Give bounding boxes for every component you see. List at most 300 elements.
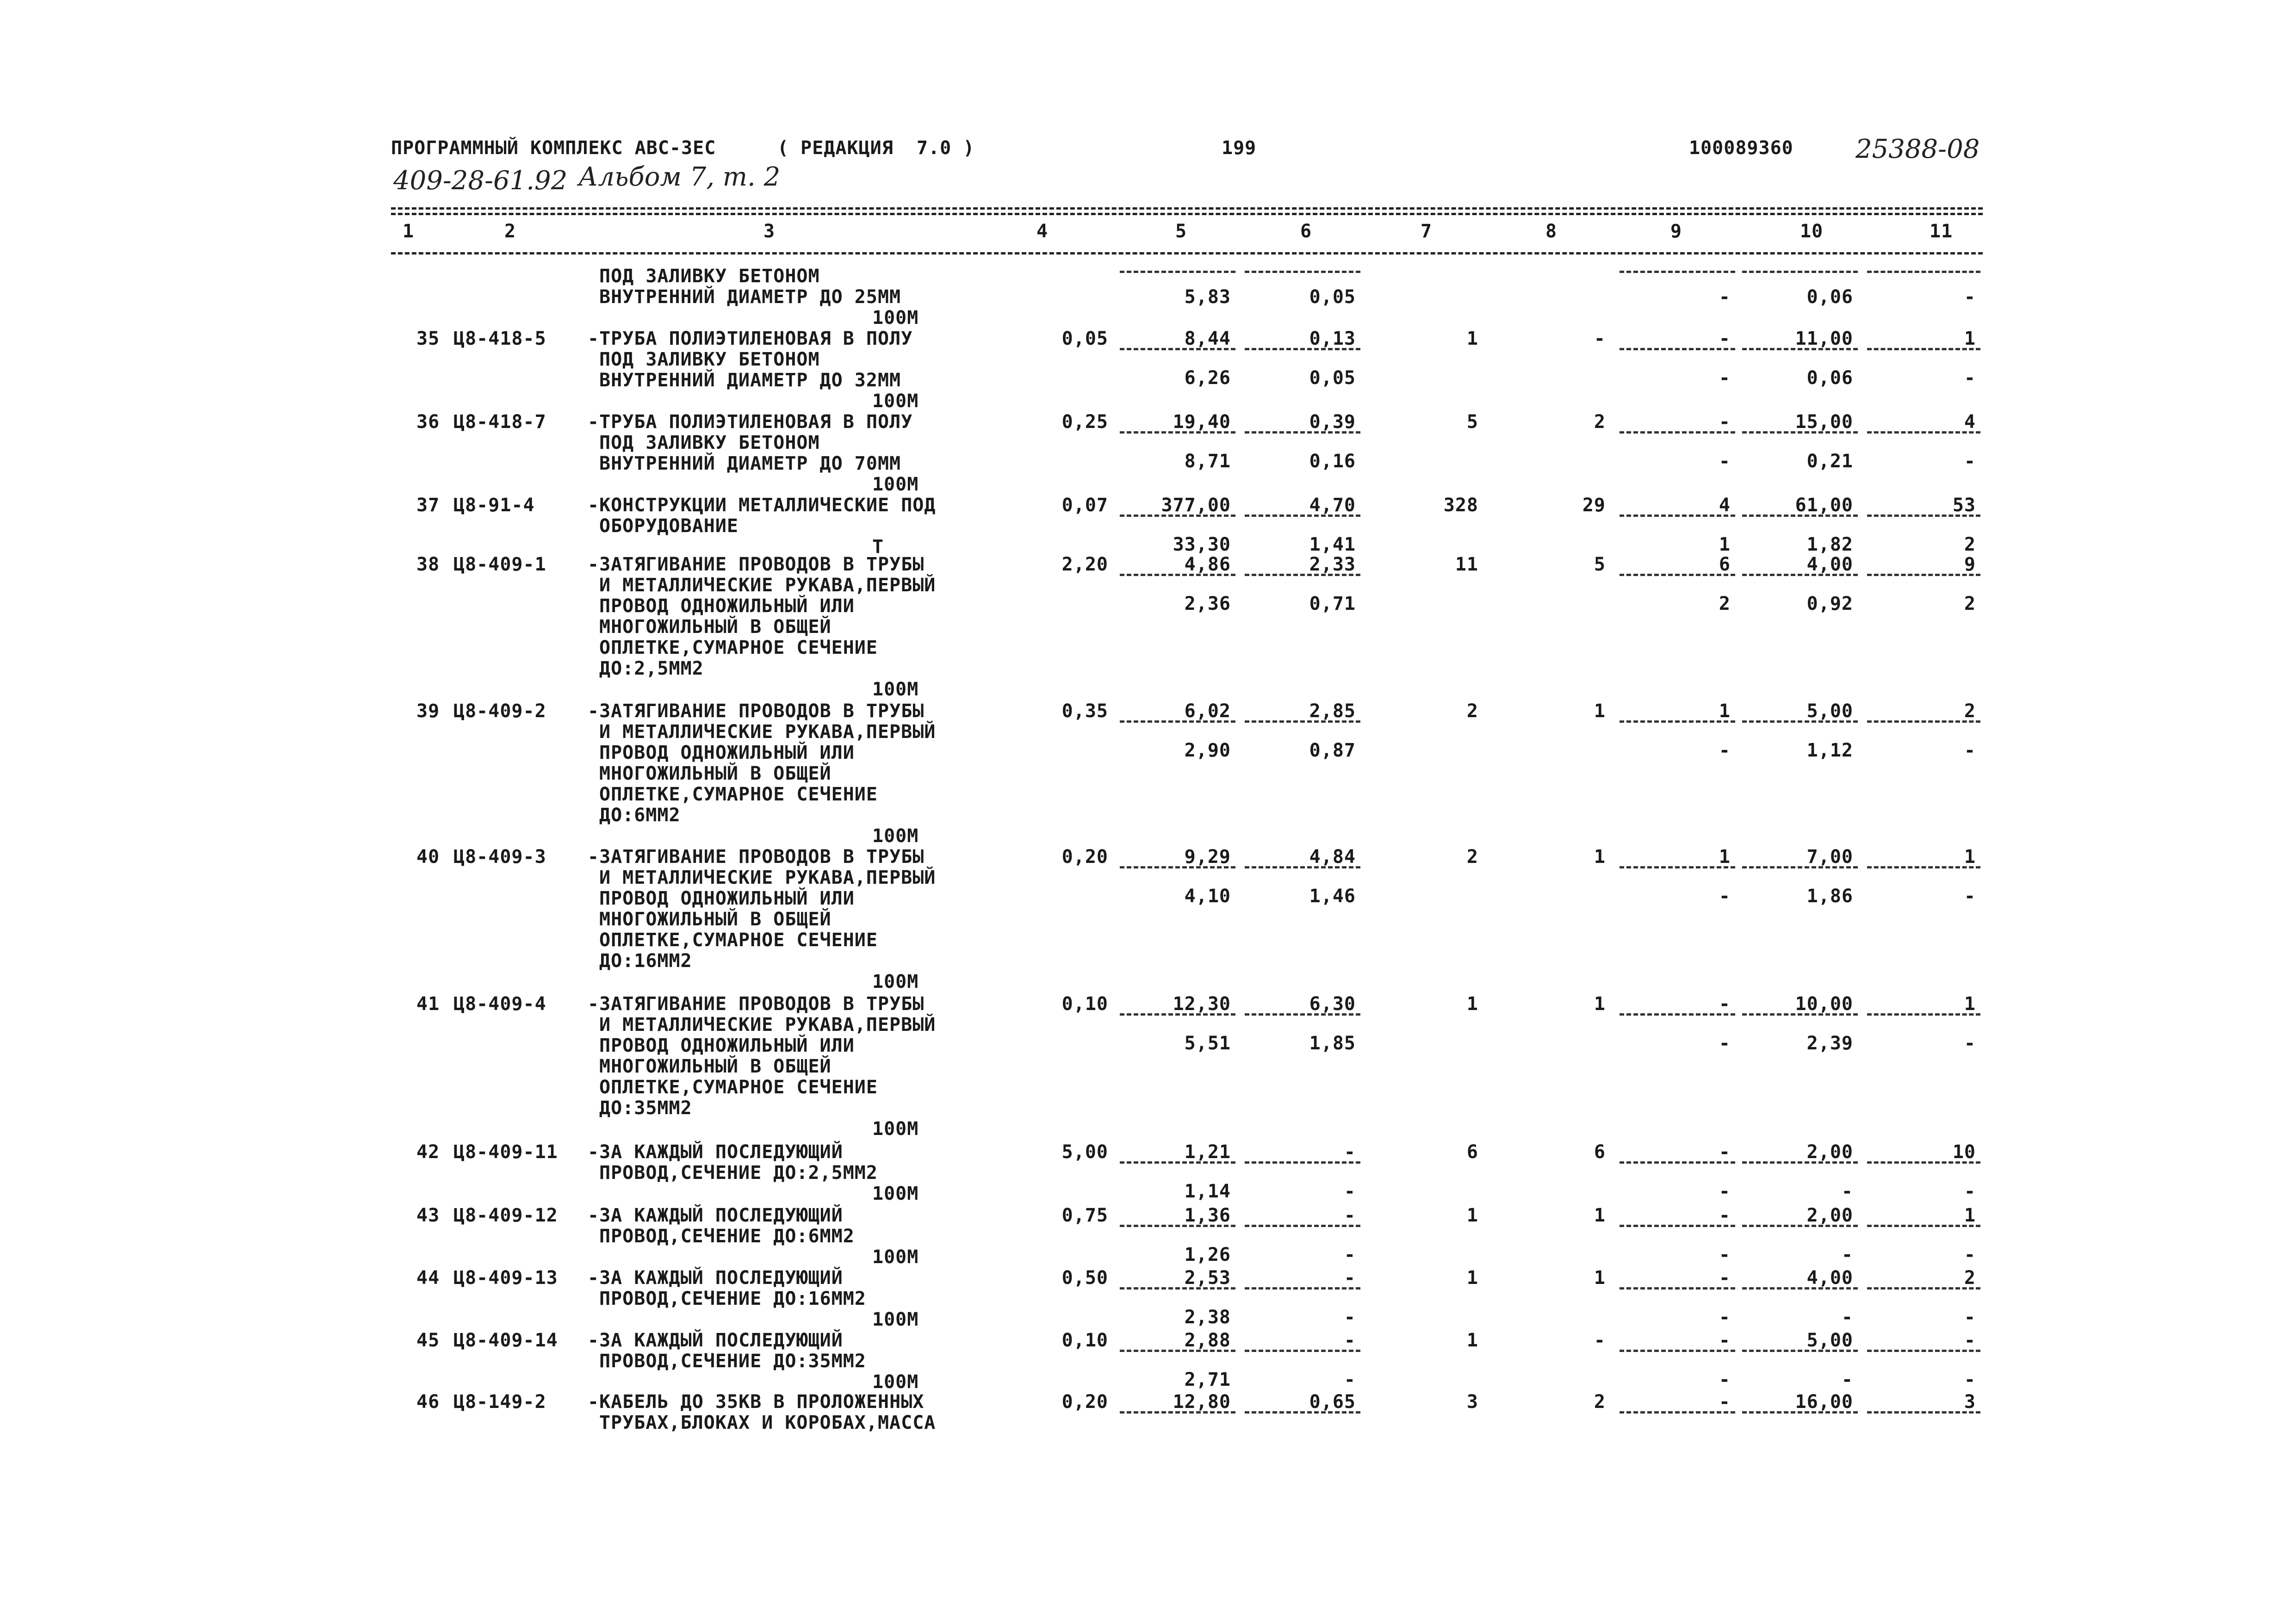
description-line: -ЗАТЯГИВАНИЕ ПРОВОДОВ В ТРУБЫ (588, 993, 925, 1015)
column-header-8: 8 (1545, 221, 1558, 242)
value-col-6: 6,30 (1309, 993, 1356, 1015)
value-underline (1120, 348, 1235, 350)
value-col-5: 2,88 (1184, 1330, 1231, 1351)
sub-value-col-6: 0,05 (1309, 367, 1356, 389)
value-underline (1120, 515, 1235, 517)
description-line: И МЕТАЛЛИЧЕСКИЕ РУКАВА,ПЕРВЫЙ (599, 1014, 936, 1035)
value-col-8: 5 (1594, 554, 1606, 575)
description-line: ПРОВОД ОДНОЖИЛЬНЫЙ ИЛИ (599, 595, 855, 617)
sub-value-col-11: 2 (1964, 534, 1976, 555)
value-col-10: 11,00 (1795, 328, 1853, 349)
value-col-8: 29 (1582, 495, 1606, 516)
sub-value-col-9: - (1719, 451, 1731, 472)
sub-value-col-11: - (1964, 286, 1976, 308)
unit-label: 100М (872, 825, 919, 847)
description-line: ПОД ЗАЛИВКУ БЕТОНОМ (599, 432, 820, 453)
value-col-4: 0,75 (1061, 1205, 1108, 1226)
unit-label: 100М (872, 307, 919, 329)
value-col-6: - (1344, 1205, 1356, 1226)
sub-value-col-6: 1,46 (1309, 886, 1356, 907)
sub-value-col-9: 2 (1719, 593, 1731, 614)
value-underline (1867, 1013, 1980, 1016)
value-col-7: 2 (1466, 846, 1478, 868)
value-col-10: 4,00 (1806, 1267, 1853, 1289)
value-col-5: 19,40 (1173, 411, 1231, 433)
value-underline (1620, 1350, 1735, 1352)
sub-value-col-6: - (1344, 1244, 1356, 1265)
sub-value-col-11: - (1964, 451, 1976, 472)
description-line: -ТРУБА ПОЛИЭТИЛЕНОВАЯ В ПОЛУ (588, 411, 913, 433)
value-underline (1245, 515, 1360, 517)
value-underline (1867, 1287, 1980, 1290)
handwritten-project-code: 409-28-61.92 (393, 166, 568, 196)
value-col-8: - (1594, 1330, 1606, 1351)
sub-value-col-5: 5,83 (1184, 286, 1231, 308)
value-underline (1120, 271, 1235, 273)
value-underline (1867, 431, 1980, 434)
sub-value-col-6: 0,71 (1309, 593, 1356, 614)
unit-label: 100М (872, 391, 919, 412)
sub-value-col-10: 1,82 (1806, 534, 1853, 555)
value-col-7: 1 (1466, 1330, 1478, 1351)
sub-value-col-11: - (1964, 1181, 1976, 1202)
value-col-7: 2 (1466, 701, 1478, 722)
description-line: -ТРУБА ПОЛИЭТИЛЕНОВАЯ В ПОЛУ (588, 328, 913, 349)
value-col-6: 2,33 (1309, 554, 1356, 575)
value-underline (1620, 720, 1735, 723)
value-col-5: 1,21 (1184, 1141, 1231, 1163)
value-underline (1867, 348, 1980, 350)
column-header-7: 7 (1421, 221, 1433, 242)
value-col-5: 1,36 (1184, 1205, 1231, 1226)
value-underline (1867, 866, 1980, 868)
value-col-8: 1 (1594, 1205, 1606, 1226)
unit-label: 100М (872, 971, 919, 992)
value-underline (1245, 348, 1360, 350)
value-col-9: - (1719, 1141, 1731, 1163)
sub-value-col-9: - (1719, 740, 1731, 761)
description-line: ПРОВОД,СЕЧЕНИЕ ДО:6ММ2 (599, 1226, 855, 1247)
value-underline (1742, 348, 1858, 350)
value-col-9: - (1719, 1205, 1731, 1226)
sub-value-col-10: 0,92 (1806, 593, 1853, 614)
sub-value-col-10: 0,21 (1806, 451, 1853, 472)
sub-value-col-11: - (1964, 367, 1976, 389)
value-underline (1245, 866, 1360, 868)
value-underline (1120, 1350, 1235, 1352)
value-col-8: 2 (1594, 411, 1606, 433)
row-number: 42 (416, 1141, 440, 1163)
column-header-3: 3 (763, 221, 776, 242)
value-col-7: 1 (1466, 993, 1478, 1015)
value-col-5: 8,44 (1184, 328, 1231, 349)
value-col-11: 1 (1964, 993, 1976, 1015)
rate-code: Ц8-409-14 (453, 1330, 558, 1351)
value-underline (1120, 866, 1235, 868)
sub-value-col-11: 2 (1964, 593, 1976, 614)
column-header-9: 9 (1670, 221, 1682, 242)
value-col-4: 0,10 (1061, 993, 1108, 1015)
sub-value-col-9: - (1719, 1244, 1731, 1265)
value-col-9: 4 (1719, 495, 1731, 516)
column-header-4: 4 (1036, 221, 1049, 242)
value-underline (1620, 348, 1735, 350)
value-col-8: 1 (1594, 1267, 1606, 1289)
handwritten-album-reference: Альбом 7, т. 2 (578, 162, 781, 192)
description-line: ПРОВОД,СЕЧЕНИЕ ДО:35ММ2 (599, 1351, 866, 1372)
row-number: 38 (416, 554, 440, 575)
value-underline (1245, 1411, 1360, 1414)
value-col-4: 5,00 (1061, 1141, 1108, 1163)
sub-value-col-6: 0,16 (1309, 451, 1356, 472)
value-col-7: 3 (1466, 1391, 1478, 1413)
column-header-5: 5 (1175, 221, 1187, 242)
sub-value-col-10: 0,06 (1806, 367, 1853, 389)
value-underline (1620, 271, 1735, 273)
description-line: ОПЛЕТКЕ,СУМАРНОЕ СЕЧЕНИЕ (599, 784, 878, 805)
value-col-8: 1 (1594, 846, 1606, 868)
sub-value-col-5: 2,36 (1184, 593, 1231, 614)
sub-value-col-5: 1,14 (1184, 1181, 1231, 1202)
sub-value-col-9: - (1719, 1033, 1731, 1054)
sub-value-col-6: - (1344, 1369, 1356, 1390)
sub-value-col-11: - (1964, 1244, 1976, 1265)
value-col-9: 6 (1719, 554, 1731, 575)
value-col-11: 1 (1964, 846, 1976, 868)
value-col-9: - (1719, 328, 1731, 349)
value-underline (1742, 431, 1858, 434)
value-col-10: 2,00 (1806, 1205, 1853, 1226)
sub-value-col-10: - (1841, 1369, 1853, 1390)
table-top-rule-2 (391, 213, 1983, 215)
value-col-9: - (1719, 993, 1731, 1015)
value-underline (1742, 1350, 1858, 1352)
value-col-7: 11 (1455, 554, 1478, 575)
sub-value-col-5: 2,90 (1184, 740, 1231, 761)
sub-value-col-9: - (1719, 1307, 1731, 1328)
sub-value-col-5: 6,26 (1184, 367, 1231, 389)
value-col-4: 0,05 (1061, 328, 1108, 349)
column-header-rule (391, 252, 1983, 254)
value-col-4: 0,50 (1061, 1267, 1108, 1289)
description-line: ПРОВОД,СЕЧЕНИЕ ДО:16ММ2 (599, 1288, 866, 1309)
value-underline (1867, 1225, 1980, 1227)
column-header-10: 10 (1800, 221, 1824, 242)
value-col-11: 1 (1964, 328, 1976, 349)
description-line: ПРОВОД,СЕЧЕНИЕ ДО:2,5ММ2 (599, 1162, 878, 1184)
program-title: ПРОГРАММНЫЙ КОМПЛЕКС АВС-3ЕС (391, 137, 716, 159)
value-underline (1245, 720, 1360, 723)
rate-code: Ц8-418-5 (453, 328, 546, 349)
value-underline (1742, 1225, 1858, 1227)
value-underline (1867, 574, 1980, 576)
value-col-11: 9 (1964, 554, 1976, 575)
value-underline (1120, 431, 1235, 434)
rate-code: Ц8-409-1 (453, 554, 546, 575)
description-line: МНОГОЖИЛЬНЫЙ В ОБЩЕЙ (599, 909, 832, 930)
sub-value-col-9: - (1719, 286, 1731, 308)
value-underline (1620, 1411, 1735, 1414)
row-number: 46 (416, 1391, 440, 1413)
rate-code: Ц8-91-4 (453, 495, 535, 516)
page-number: 199 (1222, 137, 1257, 159)
row-number: 37 (416, 495, 440, 516)
rate-code: Ц8-409-3 (453, 846, 546, 868)
sub-value-col-10: 0,06 (1806, 286, 1853, 308)
value-underline (1245, 1013, 1360, 1016)
sub-value-col-11: - (1964, 740, 1976, 761)
sub-value-col-5: 8,71 (1184, 451, 1231, 472)
edition-label: ( РЕДАКЦИЯ 7.0 ) (777, 137, 975, 159)
rate-code: Ц8-409-2 (453, 701, 546, 722)
value-col-11: 53 (1952, 495, 1976, 516)
value-col-4: 0,20 (1061, 846, 1108, 868)
description-line: ТРУБАХ,БЛОКАХ И КОРОБАХ,МАССА (599, 1412, 936, 1433)
value-col-8: 1 (1594, 701, 1606, 722)
value-col-5: 4,86 (1184, 554, 1231, 575)
sub-value-col-5: 4,10 (1184, 886, 1231, 907)
value-underline (1245, 1225, 1360, 1227)
value-col-8: - (1594, 328, 1606, 349)
value-underline (1620, 431, 1735, 434)
value-col-6: 4,70 (1309, 495, 1356, 516)
value-underline (1245, 271, 1360, 273)
unit-label: 100М (872, 1183, 919, 1204)
value-underline (1620, 1225, 1735, 1227)
sub-value-col-9: - (1719, 1181, 1731, 1202)
rate-code: Ц8-409-4 (453, 993, 546, 1015)
value-underline (1867, 720, 1980, 723)
sub-value-col-10: - (1841, 1181, 1853, 1202)
value-col-10: 10,00 (1795, 993, 1853, 1015)
description-line: ОПЛЕТКЕ,СУМАРНОЕ СЕЧЕНИЕ (599, 1077, 878, 1098)
value-underline (1742, 574, 1858, 576)
value-col-11: - (1964, 1330, 1976, 1351)
document-code: 100089360 (1689, 137, 1793, 159)
value-col-11: 2 (1964, 701, 1976, 722)
value-col-8: 2 (1594, 1391, 1606, 1413)
value-col-11: 4 (1964, 411, 1976, 433)
rate-code: Ц8-149-2 (453, 1391, 546, 1413)
value-col-4: 0,25 (1061, 411, 1108, 433)
description-line: -ЗА КАЖДЫЙ ПОСЛЕДУЮЩИЙ (588, 1141, 843, 1163)
description-line: ПОД ЗАЛИВКУ БЕТОНОМ (599, 266, 820, 287)
value-col-6: 0,13 (1309, 328, 1356, 349)
value-col-6: 4,84 (1309, 846, 1356, 868)
value-underline (1867, 515, 1980, 517)
sub-value-col-6: 0,87 (1309, 740, 1356, 761)
value-underline (1120, 1225, 1235, 1227)
value-underline (1245, 1287, 1360, 1290)
value-col-6: 2,85 (1309, 701, 1356, 722)
description-line: И МЕТАЛЛИЧЕСКИЕ РУКАВА,ПЕРВЫЙ (599, 867, 936, 888)
value-underline (1867, 1411, 1980, 1414)
value-underline (1245, 1350, 1360, 1352)
sub-value-col-10: 1,12 (1806, 740, 1853, 761)
value-underline (1245, 1161, 1360, 1164)
table-top-rule (391, 207, 1983, 210)
description-line: ПОД ЗАЛИВКУ БЕТОНОМ (599, 349, 820, 370)
description-line: МНОГОЖИЛЬНЫЙ В ОБЩЕЙ (599, 616, 832, 638)
sub-value-col-6: 1,85 (1309, 1033, 1356, 1054)
value-underline (1742, 720, 1858, 723)
value-col-9: 1 (1719, 701, 1731, 722)
description-line: ДО:2,5ММ2 (599, 658, 704, 679)
value-underline (1742, 271, 1858, 273)
row-number: 41 (416, 993, 440, 1015)
rate-code: Ц8-409-12 (453, 1205, 558, 1226)
value-underline (1867, 1350, 1980, 1352)
value-col-10: 15,00 (1795, 411, 1853, 433)
value-col-6: 0,39 (1309, 411, 1356, 433)
value-col-10: 61,00 (1795, 495, 1853, 516)
column-header-1: 1 (403, 221, 415, 242)
description-line: ОПЛЕТКЕ,СУМАРНОЕ СЕЧЕНИЕ (599, 930, 878, 951)
value-col-9: - (1719, 1391, 1731, 1413)
sub-value-col-6: - (1344, 1307, 1356, 1328)
value-underline (1742, 1013, 1858, 1016)
row-number: 45 (416, 1330, 440, 1351)
handwritten-stamp-number: 25388-08 (1855, 134, 1980, 164)
description-line: ДО:35ММ2 (599, 1097, 692, 1119)
value-underline (1120, 1287, 1235, 1290)
value-underline (1120, 720, 1235, 723)
unit-label: 100М (872, 679, 919, 700)
sub-value-col-5: 33,30 (1173, 534, 1231, 555)
value-col-7: 1 (1466, 328, 1478, 349)
value-col-9: - (1719, 1330, 1731, 1351)
sub-value-col-5: 2,71 (1184, 1369, 1231, 1390)
value-underline (1245, 431, 1360, 434)
sub-value-col-9: 1 (1719, 534, 1731, 555)
value-underline (1120, 1411, 1235, 1414)
description-line: ВНУТРЕННИЙ ДИАМЕТР ДО 32ММ (599, 370, 901, 391)
sub-value-col-11: - (1964, 886, 1976, 907)
unit-label: 100М (872, 1309, 919, 1330)
value-col-7: 1 (1466, 1205, 1478, 1226)
value-col-10: 5,00 (1806, 1330, 1853, 1351)
description-line: ПРОВОД ОДНОЖИЛЬНЫЙ ИЛИ (599, 742, 855, 763)
description-line: -ЗА КАЖДЫЙ ПОСЛЕДУЮЩИЙ (588, 1330, 843, 1351)
value-col-11: 2 (1964, 1267, 1976, 1289)
value-underline (1120, 574, 1235, 576)
value-underline (1867, 271, 1980, 273)
description-line: МНОГОЖИЛЬНЫЙ В ОБЩЕЙ (599, 763, 832, 784)
value-col-10: 4,00 (1806, 554, 1853, 575)
value-col-5: 9,29 (1184, 846, 1231, 868)
description-line: МНОГОЖИЛЬНЫЙ В ОБЩЕЙ (599, 1056, 832, 1077)
value-col-4: 0,07 (1061, 495, 1108, 516)
unit-label: 100М (872, 474, 919, 495)
value-col-4: 0,20 (1061, 1391, 1108, 1413)
sub-value-col-10: - (1841, 1307, 1853, 1328)
description-line: ОБОРУДОВАНИЕ (599, 515, 738, 537)
value-col-5: 377,00 (1161, 495, 1231, 516)
value-col-10: 7,00 (1806, 846, 1853, 868)
description-line: -ЗАТЯГИВАНИЕ ПРОВОДОВ В ТРУБЫ (588, 846, 925, 868)
sub-value-col-6: - (1344, 1181, 1356, 1202)
sub-value-col-5: 1,26 (1184, 1244, 1231, 1265)
value-underline (1620, 515, 1735, 517)
value-underline (1867, 1161, 1980, 1164)
unit-label: 100М (872, 1118, 919, 1140)
value-col-11: 10 (1952, 1141, 1976, 1163)
description-line: -ЗАТЯГИВАНИЕ ПРОВОДОВ В ТРУБЫ (588, 554, 925, 575)
value-col-6: - (1344, 1141, 1356, 1163)
value-col-11: 3 (1964, 1391, 1976, 1413)
value-col-10: 5,00 (1806, 701, 1853, 722)
value-underline (1120, 1161, 1235, 1164)
sub-value-col-10: 2,39 (1806, 1033, 1853, 1054)
value-col-4: 0,35 (1061, 701, 1108, 722)
sub-value-col-6: 0,05 (1309, 286, 1356, 308)
value-col-7: 6 (1466, 1141, 1478, 1163)
sub-value-col-10: - (1841, 1244, 1853, 1265)
value-col-8: 1 (1594, 993, 1606, 1015)
description-line: ДО:16ММ2 (599, 950, 692, 972)
value-col-9: - (1719, 411, 1731, 433)
description-line: ПРОВОД ОДНОЖИЛЬНЫЙ ИЛИ (599, 1035, 855, 1056)
value-col-4: 2,20 (1061, 554, 1108, 575)
value-col-5: 2,53 (1184, 1267, 1231, 1289)
value-col-9: 1 (1719, 846, 1731, 868)
description-line: ОПЛЕТКЕ,СУМАРНОЕ СЕЧЕНИЕ (599, 637, 878, 658)
rate-code: Ц8-409-11 (453, 1141, 558, 1163)
value-col-10: 2,00 (1806, 1141, 1853, 1163)
value-col-9: - (1719, 1267, 1731, 1289)
value-underline (1620, 574, 1735, 576)
description-line: И МЕТАЛЛИЧЕСКИЕ РУКАВА,ПЕРВЫЙ (599, 721, 936, 743)
value-col-11: 1 (1964, 1205, 1976, 1226)
value-col-7: 1 (1466, 1267, 1478, 1289)
value-col-6: - (1344, 1330, 1356, 1351)
value-col-4: 0,10 (1061, 1330, 1108, 1351)
description-line: -КОНСТРУКЦИИ МЕТАЛЛИЧЕСКИЕ ПОД (588, 495, 936, 516)
column-header-6: 6 (1300, 221, 1312, 242)
sub-value-col-9: - (1719, 367, 1731, 389)
description-line: ДО:6ММ2 (599, 805, 681, 826)
value-col-6: - (1344, 1267, 1356, 1289)
value-col-6: 0,65 (1309, 1391, 1356, 1413)
value-col-5: 6,02 (1184, 701, 1231, 722)
sub-value-col-11: - (1964, 1033, 1976, 1054)
rate-code: Ц8-418-7 (453, 411, 546, 433)
row-number: 36 (416, 411, 440, 433)
sub-value-col-11: - (1964, 1307, 1976, 1328)
sub-value-col-11: - (1964, 1369, 1976, 1390)
value-underline (1620, 1013, 1735, 1016)
unit-label: 100М (872, 1246, 919, 1268)
value-underline (1245, 574, 1360, 576)
value-col-7: 5 (1466, 411, 1478, 433)
value-col-5: 12,80 (1173, 1391, 1231, 1413)
description-line: -КАБЕЛЬ ДО 35КВ В ПРОЛОЖЕННЫХ (588, 1391, 925, 1413)
row-number: 39 (416, 701, 440, 722)
sub-value-col-9: - (1719, 886, 1731, 907)
description-line: ВНУТРЕННИЙ ДИАМЕТР ДО 70ММ (599, 453, 901, 474)
value-col-8: 6 (1594, 1141, 1606, 1163)
description-line: -ЗА КАЖДЫЙ ПОСЛЕДУЮЩИЙ (588, 1205, 843, 1226)
description-line: ВНУТРЕННИЙ ДИАМЕТР ДО 25ММ (599, 286, 901, 308)
value-underline (1742, 1411, 1858, 1414)
rate-code: Ц8-409-13 (453, 1267, 558, 1289)
unit-label: Т (872, 536, 884, 558)
value-underline (1742, 1287, 1858, 1290)
sub-value-col-5: 5,51 (1184, 1033, 1231, 1054)
row-number: 43 (416, 1205, 440, 1226)
row-number: 35 (416, 328, 440, 349)
sub-value-col-6: 1,41 (1309, 534, 1356, 555)
